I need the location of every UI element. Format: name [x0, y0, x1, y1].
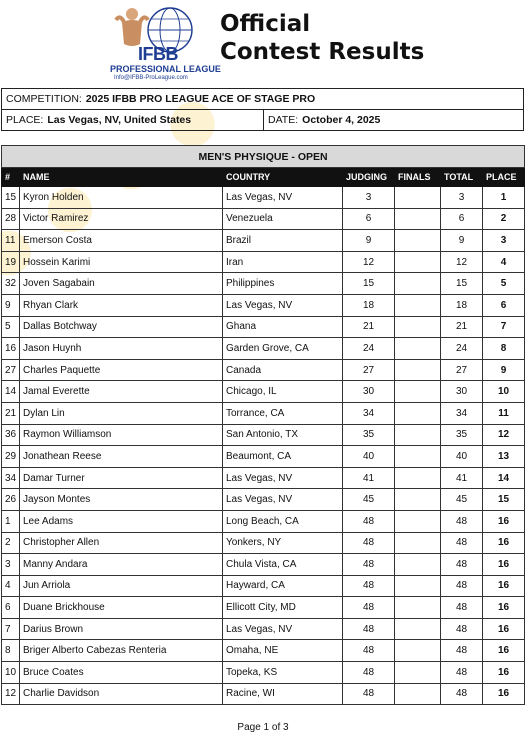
place-date-box [1, 109, 524, 131]
cell-finals [395, 575, 441, 597]
cell-total: 48 [441, 662, 483, 684]
cell-place: 16 [483, 597, 525, 619]
table-row [2, 662, 525, 684]
cell-judging: 41 [343, 467, 395, 489]
cell-judging: 48 [343, 597, 395, 619]
cell-name: Rhyan Clark [20, 294, 223, 316]
cell-name: Hossein Karimi [20, 251, 223, 273]
cell-judging: 48 [343, 683, 395, 705]
table-row [2, 597, 525, 619]
cell-country: Beaumont, CA [223, 446, 343, 468]
cell-finals [395, 446, 441, 468]
cell-name: Jayson Montes [20, 489, 223, 511]
cell-name: Damar Turner [20, 467, 223, 489]
cell-finals [395, 618, 441, 640]
cell-name: Charles Paquette [20, 359, 223, 381]
cell-name: Jason Huynh [20, 338, 223, 360]
table-row [2, 402, 525, 424]
cell-place: 9 [483, 359, 525, 381]
table-row [2, 294, 525, 316]
cell-num: 2 [2, 532, 20, 554]
competition-value: 2025 IFBB PRO LEAGUE ACE OF STAGE PRO [85, 93, 316, 105]
cell-num: 28 [2, 208, 20, 230]
cell-num: 3 [2, 554, 20, 576]
cell-place: 16 [483, 554, 525, 576]
cell-num: 8 [2, 640, 20, 662]
place-label: PLACE: [6, 114, 44, 126]
cell-num: 15 [2, 187, 20, 209]
cell-place: 16 [483, 683, 525, 705]
cell-place: 6 [483, 294, 525, 316]
cell-judging: 12 [343, 251, 395, 273]
col-header-name: NAME [20, 168, 223, 187]
cell-judging: 48 [343, 640, 395, 662]
cell-finals [395, 510, 441, 532]
cell-country: Canada [223, 359, 343, 381]
cell-total: 40 [441, 446, 483, 468]
cell-judging: 27 [343, 359, 395, 381]
cell-name: Lee Adams [20, 510, 223, 532]
logo-brand: IFBB [138, 44, 178, 64]
cell-place: 1 [483, 187, 525, 209]
cell-total: 18 [441, 294, 483, 316]
cell-judging: 34 [343, 402, 395, 424]
cell-total: 24 [441, 338, 483, 360]
cell-total: 48 [441, 618, 483, 640]
cell-place: 16 [483, 618, 525, 640]
cell-judging: 35 [343, 424, 395, 446]
cell-country: Iran [223, 251, 343, 273]
table-row [2, 230, 525, 252]
table-row [2, 489, 525, 511]
cell-place: 7 [483, 316, 525, 338]
logo-email: Info@IFBB-ProLeague.com [114, 75, 188, 81]
cell-country: Hayward, CA [223, 575, 343, 597]
cell-num: 7 [2, 618, 20, 640]
cell-judging: 15 [343, 273, 395, 295]
cell-num: 19 [2, 251, 20, 273]
cell-finals [395, 640, 441, 662]
cell-country: Yonkers, NY [223, 532, 343, 554]
cell-num: 6 [2, 597, 20, 619]
cell-country: San Antonio, TX [223, 424, 343, 446]
cell-finals [395, 273, 441, 295]
competition-box [1, 88, 524, 110]
cell-judging: 48 [343, 575, 395, 597]
cell-finals [395, 402, 441, 424]
table-row [2, 424, 525, 446]
cell-country: Racine, WI [223, 683, 343, 705]
table-row [2, 532, 525, 554]
cell-finals [395, 230, 441, 252]
cell-num: 10 [2, 662, 20, 684]
cell-total: 12 [441, 251, 483, 273]
cell-place: 15 [483, 489, 525, 511]
cell-judging: 3 [343, 187, 395, 209]
col-header-finals: FINALS [395, 168, 441, 187]
table-row [2, 467, 525, 489]
cell-num: 1 [2, 510, 20, 532]
cell-judging: 18 [343, 294, 395, 316]
cell-judging: 30 [343, 381, 395, 403]
cell-num: 34 [2, 467, 20, 489]
cell-total: 48 [441, 597, 483, 619]
cell-name: Raymon Williamson [20, 424, 223, 446]
cell-name: Bruce Coates [20, 662, 223, 684]
cell-place: 11 [483, 402, 525, 424]
cell-num: 27 [2, 359, 20, 381]
table-row [2, 273, 525, 295]
table-row [2, 640, 525, 662]
cell-place: 5 [483, 273, 525, 295]
cell-total: 3 [441, 187, 483, 209]
cell-judging: 6 [343, 208, 395, 230]
table-row [2, 446, 525, 468]
cell-judging: 45 [343, 489, 395, 511]
cell-finals [395, 489, 441, 511]
cell-total: 15 [441, 273, 483, 295]
cell-place: 4 [483, 251, 525, 273]
cell-num: 21 [2, 402, 20, 424]
cell-name: Manny Andara [20, 554, 223, 576]
col-header-country: COUNTRY [223, 168, 343, 187]
cell-total: 48 [441, 575, 483, 597]
table-row [2, 575, 525, 597]
cell-place: 16 [483, 575, 525, 597]
cell-finals [395, 662, 441, 684]
cell-country: Las Vegas, NV [223, 618, 343, 640]
cell-finals [395, 359, 441, 381]
cell-country: Torrance, CA [223, 402, 343, 424]
table-row [2, 381, 525, 403]
cell-num: 14 [2, 381, 20, 403]
cell-place: 12 [483, 424, 525, 446]
table-row [2, 208, 525, 230]
cell-num: 26 [2, 489, 20, 511]
table-row [2, 359, 525, 381]
cell-place: 14 [483, 467, 525, 489]
cell-name: Emerson Costa [20, 230, 223, 252]
date-label: DATE: [268, 114, 299, 126]
col-header-judging: JUDGING [343, 168, 395, 187]
title-line-2: Contest Results [220, 39, 425, 65]
cell-place: 16 [483, 640, 525, 662]
cell-name: Kyron Holden [20, 187, 223, 209]
cell-total: 48 [441, 640, 483, 662]
cell-name: Joven Sagabain [20, 273, 223, 295]
cell-country: Chula Vista, CA [223, 554, 343, 576]
cell-name: Duane Brickhouse [20, 597, 223, 619]
cell-num: 5 [2, 316, 20, 338]
cell-num: 12 [2, 683, 20, 705]
cell-place: 16 [483, 510, 525, 532]
cell-place: 2 [483, 208, 525, 230]
cell-place: 16 [483, 532, 525, 554]
cell-country: Philippines [223, 273, 343, 295]
cell-judging: 40 [343, 446, 395, 468]
col-header-num: # [2, 168, 20, 187]
cell-judging: 9 [343, 230, 395, 252]
cell-total: 9 [441, 230, 483, 252]
cell-finals [395, 597, 441, 619]
cell-finals [395, 554, 441, 576]
cell-country: Long Beach, CA [223, 510, 343, 532]
cell-total: 41 [441, 467, 483, 489]
cell-num: 32 [2, 273, 20, 295]
cell-num: 36 [2, 424, 20, 446]
cell-finals [395, 251, 441, 273]
cell-num: 11 [2, 230, 20, 252]
watermark-text: ● ● ● [0, 76, 232, 292]
cell-total: 27 [441, 359, 483, 381]
cell-total: 34 [441, 402, 483, 424]
cell-place: 13 [483, 446, 525, 468]
cell-country: Topeka, KS [223, 662, 343, 684]
cell-total: 48 [441, 554, 483, 576]
cell-country: Venezuela [223, 208, 343, 230]
cell-country: Las Vegas, NV [223, 467, 343, 489]
cell-judging: 48 [343, 618, 395, 640]
cell-total: 21 [441, 316, 483, 338]
cell-num: 4 [2, 575, 20, 597]
cell-judging: 48 [343, 662, 395, 684]
cell-judging: 24 [343, 338, 395, 360]
cell-place: 16 [483, 662, 525, 684]
competition-label: COMPETITION: [6, 93, 82, 105]
cell-place: 10 [483, 381, 525, 403]
results-body [2, 187, 525, 705]
col-header-place: PLACE [483, 168, 525, 187]
division-title: MEN'S PHYSIQUE - OPEN [2, 146, 525, 168]
division-banner-row [2, 146, 525, 168]
cell-country: Las Vegas, NV [223, 294, 343, 316]
cell-country: Brazil [223, 230, 343, 252]
cell-finals [395, 316, 441, 338]
cell-finals [395, 683, 441, 705]
cell-num: 16 [2, 338, 20, 360]
cell-num: 9 [2, 294, 20, 316]
cell-place: 3 [483, 230, 525, 252]
title-line-1: Official [220, 11, 311, 37]
cell-country: Ellicott City, MD [223, 597, 343, 619]
table-row [2, 618, 525, 640]
cell-total: 30 [441, 381, 483, 403]
cell-finals [395, 187, 441, 209]
cell-finals [395, 208, 441, 230]
cell-country: Ghana [223, 316, 343, 338]
cell-name: Jun Arriola [20, 575, 223, 597]
cell-judging: 48 [343, 532, 395, 554]
cell-total: 48 [441, 510, 483, 532]
cell-total: 48 [441, 683, 483, 705]
table-row [2, 187, 525, 209]
cell-name: Dylan Lin [20, 402, 223, 424]
cell-name: Briger Alberto Cabezas Renteria [20, 640, 223, 662]
cell-judging: 48 [343, 510, 395, 532]
results-table [1, 145, 525, 705]
cell-total: 48 [441, 532, 483, 554]
cell-finals [395, 532, 441, 554]
cell-name: Victor Ramirez [20, 208, 223, 230]
cell-name: Jonathean Reese [20, 446, 223, 468]
cell-name: Darius Brown [20, 618, 223, 640]
cell-total: 6 [441, 208, 483, 230]
date-value: October 4, 2025 [302, 114, 381, 126]
cell-name: Christopher Allen [20, 532, 223, 554]
cell-judging: 48 [343, 554, 395, 576]
cell-total: 35 [441, 424, 483, 446]
cell-country: Garden Grove, CA [223, 338, 343, 360]
cell-finals [395, 294, 441, 316]
cell-finals [395, 381, 441, 403]
place-cell [2, 110, 264, 130]
cell-country: Chicago, IL [223, 381, 343, 403]
ifbb-logo [108, 4, 221, 82]
cell-country: Omaha, NE [223, 640, 343, 662]
cell-total: 45 [441, 489, 483, 511]
table-row [2, 251, 525, 273]
table-row [2, 510, 525, 532]
cell-finals [395, 467, 441, 489]
page-number: Page 1 of 3 [237, 722, 289, 733]
cell-name: Charlie Davidson [20, 683, 223, 705]
table-row [2, 554, 525, 576]
cell-num: 29 [2, 446, 20, 468]
cell-name: Jamal Everette [20, 381, 223, 403]
cell-country: Las Vegas, NV [223, 489, 343, 511]
logo-subtitle: PROFESSIONAL LEAGUE [110, 64, 221, 74]
date-cell [264, 110, 380, 130]
col-header-total: TOTAL [441, 168, 483, 187]
place-value: Las Vegas, NV, United States [47, 114, 192, 126]
page-header [0, 0, 526, 86]
table-row [2, 683, 525, 705]
cell-place: 8 [483, 338, 525, 360]
table-row [2, 338, 525, 360]
cell-name: Dallas Botchway [20, 316, 223, 338]
cell-country: Las Vegas, NV [223, 187, 343, 209]
table-row [2, 316, 525, 338]
cell-finals [395, 338, 441, 360]
cell-finals [395, 424, 441, 446]
cell-judging: 21 [343, 316, 395, 338]
table-header-row [2, 168, 525, 187]
page-title [220, 10, 424, 66]
